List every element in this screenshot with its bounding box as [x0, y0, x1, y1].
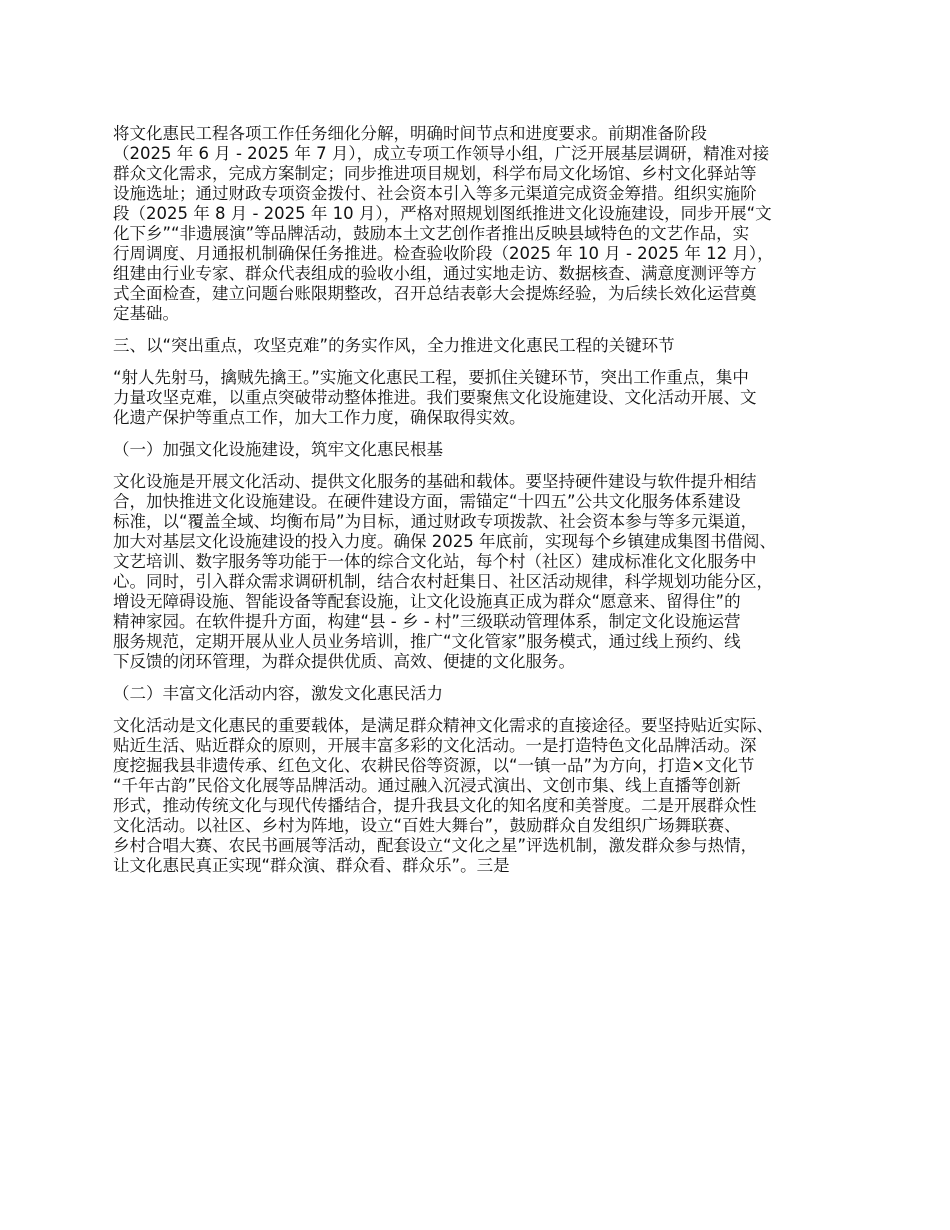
text-line: 组建由行业专家、群众代表组成的验收小组，通过实地走访、数据核查、满意度测评等方: [113, 264, 757, 283]
text-line: 增设无障碍设施、智能设备等配套设施，让文化设施真正成为群众“愿意来、留得住”的: [113, 592, 741, 611]
text-line: 文化活动。以社区、乡村为阵地，设立“百姓大舞台”，鼓励群众自发组织广场舞联赛、: [113, 816, 741, 835]
text-line: 形式，推动传统文化与现代传播结合，提升我县文化的知名度和美誉度。二是开展群众性: [113, 796, 757, 815]
text-line: 加大对基层文化设施建设的投入力度。确保 2025 年底前，实现每个乡镇建成集图书借阅、: [113, 532, 776, 551]
text-line: “千年古韵”民俗文化展等品牌活动。通过融入沉浸式演出、文创市集、线上直播等创新: [113, 776, 741, 795]
text-line: 精神家园。在软件提升方面，构建“县 - 乡 - 村”三级联动管理体系，制定文化设施运营: [113, 612, 741, 631]
text-line: 段（2025 年 8 月 - 2025 年 10 月），严格对照规划图纸推进文化设施建设，同步开展“文: [113, 204, 772, 223]
section-heading: [113, 336, 855, 356]
text-line: 化下乡”“非遗展演”等品牌活动，鼓励本土文艺创作者推出反映县域特色的文艺作品，实: [113, 224, 750, 243]
text-line: （2025 年 6 月 - 2025 年 7 月），成立专项工作领导小组，广泛开展基层调研，精准对接: [113, 144, 770, 163]
body-paragraph: [113, 368, 855, 428]
heading-line: （一）加强文化设施建设，筑牢文化惠民根基: [113, 440, 443, 459]
text-line: 标准，以“覆盖全域、均衡布局”为目标，通过财政专项拨款、社会资本参与等多元渠道，: [113, 512, 758, 531]
text-line: 心。同时，引入群众需求调研机制，结合农村赶集日、社区活动规律，科学规划功能分区，: [113, 572, 773, 591]
text-line: 合，加快推进文化设施建设。在硬件建设方面，需锚定“十四五”公共文化服务体系建设: [113, 492, 741, 511]
text-line: 文艺培训、数字服务等功能于一体的综合文化站，每个村（社区）建成标准化文化服务中: [113, 552, 757, 571]
text-line: 设施选址；通过财政专项资金拨付、社会资本引入等多元渠道完成资金筹措。组织实施阶: [113, 184, 757, 203]
text-line: 化遗产保护等重点工作，加大工作力度，确保取得实效。: [113, 408, 526, 427]
text-line: 度挖掘我县非遗传承、红色文化、农耕民俗等资源，以“一镇一品”为方向，打造×文化节: [113, 756, 755, 775]
text-line: 服务规范，定期开展从业人员业务培训，推广“文化管家”服务模式，通过线上预约、线: [113, 632, 741, 651]
text-line: 将文化惠民工程各项工作任务细化分解，明确时间节点和进度要求。前期准备阶段: [113, 124, 707, 143]
text-line: 乡村合唱大赛、农民书画展等活动，配套设立“文化之星”评选机制，激发群众参与热情，: [113, 836, 758, 855]
text-line: 贴近生活、贴近群众的原则，开展丰富多彩的文化活动。一是打造特色文化品牌活动。深: [113, 736, 757, 755]
text-line: 文化设施是开展文化活动、提供文化服务的基础和载体。要坚持硬件建设与软件提升相结: [113, 472, 757, 491]
subsection-heading: [113, 440, 855, 460]
text-line: 式全面检查，建立问题台账限期整改，召开总结表彰大会提炼经验，为后续长效化运营奠: [113, 284, 757, 303]
text-line: 文化活动是文化惠民的重要载体，是满足群众精神文化需求的直接途径。要坚持贴近实际、: [113, 716, 773, 735]
heading-line: 三、以“突出重点，攻坚克难”的务实作风，全力推进文化惠民工程的关键环节: [113, 336, 675, 355]
body-paragraph: [113, 472, 855, 672]
text-line: “射人先射马，擒贼先擒王。”实施文化惠民工程，要抓住关键环节，突出工作重点，集中: [113, 368, 749, 387]
body-paragraph: [113, 124, 855, 324]
body-paragraph: [113, 716, 855, 876]
heading-line: （二）丰富文化活动内容，激发文化惠民活力: [113, 684, 443, 703]
text-line: 让文化惠民真正实现“群众演、群众看、群众乐”。三是: [113, 856, 510, 875]
text-line: 力量攻坚克难，以重点突破带动整体推进。我们要聚焦文化设施建设、文化活动开展、文: [113, 388, 757, 407]
text-line: 行周调度、月通报机制确保任务推进。检查验收阶段（2025 年 10 月 - 2025 年 12 月），: [113, 244, 774, 263]
text-line: 定基础。: [113, 304, 179, 323]
subsection-heading: [113, 684, 855, 704]
document-page: [113, 124, 855, 888]
text-line: 群众文化需求，完成方案制定；同步推进项目规划，科学布局文化场馆、乡村文化驿站等: [113, 164, 757, 183]
text-line: 下反馈的闭环管理，为群众提供优质、高效、便捷的文化服务。: [113, 652, 575, 671]
